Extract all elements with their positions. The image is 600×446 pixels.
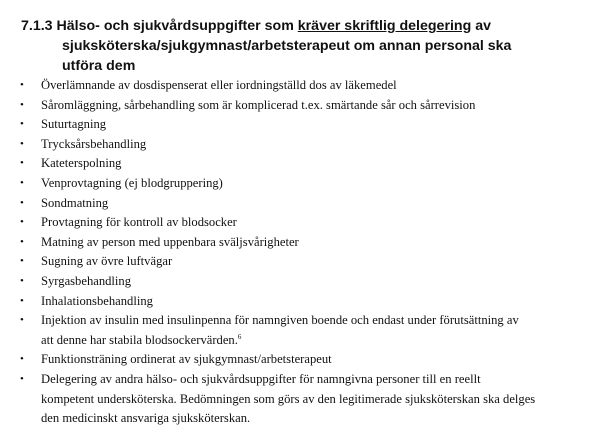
list-item-line-text: Provtagning för kontroll av blodsocker [41, 215, 237, 230]
bullet-icon: • [20, 98, 24, 111]
list-item-text [41, 213, 590, 233]
list-item [0, 233, 600, 253]
bullet-icon: • [20, 255, 24, 268]
bullet-icon: • [20, 235, 24, 248]
list-item-line-text: att denne har stabila blodsockervärden. [41, 332, 238, 347]
list-item-line [41, 194, 590, 214]
bullet-icon: • [20, 196, 24, 209]
list-item [0, 213, 600, 233]
list-item-text [41, 194, 590, 214]
list-item-line-text: kompetent undersköterska. Bedömningen som görs av den legitimerade sjuksköterskan ska delges [41, 391, 536, 406]
bullet-icon: • [20, 176, 24, 189]
list-item-line [41, 135, 590, 155]
bullet-icon: • [20, 372, 24, 385]
list-item-line-text: Funktionsträning ordinerat av sjukgymnast/arbetsterapeut [41, 352, 332, 367]
list-item-text [41, 115, 590, 135]
list-item [0, 370, 600, 429]
heading-line-1 [21, 16, 581, 36]
list-item [0, 174, 600, 194]
list-item-line [41, 252, 590, 272]
list-item [0, 76, 600, 96]
bullet-icon: • [20, 137, 24, 150]
list-item-line-text: Matning av person med uppenbara sväljsvårigheter [41, 234, 299, 249]
list-item-line-text: Kateterspolning [41, 156, 122, 171]
list-item [0, 311, 600, 350]
heading-suffix: av [475, 18, 491, 34]
list-item-line-text: Sondmatning [41, 195, 109, 210]
bullet-icon: • [20, 216, 24, 229]
list-item-line-text: Venprovtagning (ej blodgruppering) [41, 175, 223, 190]
list-item [0, 272, 600, 292]
list-item-line-text: den medicinskt ansvariga sjuksköterskan. [41, 411, 251, 426]
list-item-text [41, 233, 590, 253]
list-item [0, 154, 600, 174]
list-item-line-text: Sugning av övre luftvägar [41, 254, 173, 269]
list-item-line-text: Såromläggning, sårbehandling som är komplicerad t.ex. smärtande sår och sårrevision [41, 97, 476, 112]
list-item-text [41, 174, 590, 194]
list-item-text [41, 370, 590, 429]
list-item [0, 96, 600, 116]
footnote-marker: 6 [237, 332, 242, 341]
bullet-icon: • [20, 274, 24, 287]
list-item-text [41, 272, 590, 292]
heading-prefix: Hälso- och sjukvårdsuppgifter som [56, 18, 294, 34]
list-item-text [41, 135, 590, 155]
list-item-text [41, 252, 590, 272]
list-item-line-text: Trycksårsbehandling [41, 136, 147, 151]
bullet-icon: • [20, 79, 24, 91]
list-item-line [41, 390, 590, 410]
list-item-line [41, 174, 590, 194]
list-item-line-text: Delegering av andra hälso- och sjukvårdsuppgifter för namngivna personer till en reellt [41, 371, 481, 386]
bullet-icon: • [20, 353, 24, 366]
list-item-line [41, 409, 590, 429]
list-item-line [41, 115, 590, 135]
list-item [0, 252, 600, 272]
list-item [0, 194, 600, 214]
heading-line-2: sjuksköterska/sjukgymnast/arbetsterapeut om annan personal ska [62, 38, 512, 54]
heading-line-3: utföra dem [62, 58, 136, 74]
list-item-line [41, 350, 590, 370]
task-list [0, 76, 600, 429]
bullet-icon: • [20, 314, 24, 327]
list-item-line [41, 272, 590, 292]
heading-underlined: kräver skriftlig delegering [297, 18, 472, 34]
list-item-line [41, 331, 590, 351]
list-item-line [41, 311, 590, 331]
list-item-line [41, 370, 590, 390]
bullet-icon: • [20, 118, 24, 131]
list-item [0, 350, 600, 370]
list-item-line [41, 292, 590, 312]
list-item-text [41, 76, 590, 96]
list-item-text [41, 154, 590, 174]
list-item-line-text: Inhalationsbehandling [41, 293, 153, 308]
list-item [0, 115, 600, 135]
list-item-line [41, 213, 590, 233]
list-item-text [41, 350, 590, 370]
list-item-line [41, 96, 590, 116]
list-item-line-text: Syrgasbehandling [41, 273, 132, 288]
list-item-line [41, 233, 590, 253]
list-item-text [41, 311, 590, 350]
list-item-line-text: Injektion av insulin med insulinpenna för namngiven boende och endast under förutsättning av [41, 313, 519, 328]
list-item [0, 135, 600, 155]
list-item [0, 292, 600, 312]
list-item-line [41, 76, 590, 96]
list-item-line [41, 154, 590, 174]
section-number: 7.1.3 [21, 18, 53, 34]
list-item-line-text: Suturtagning [41, 117, 107, 132]
list-item-text [41, 96, 590, 116]
list-item-line-text: Överlämnande av dosdispenserat eller iordningställd dos av läkemedel [41, 78, 397, 92]
bullet-icon: • [20, 294, 24, 307]
section-heading [21, 16, 581, 76]
bullet-icon: • [20, 157, 24, 170]
list-item-text [41, 292, 590, 312]
